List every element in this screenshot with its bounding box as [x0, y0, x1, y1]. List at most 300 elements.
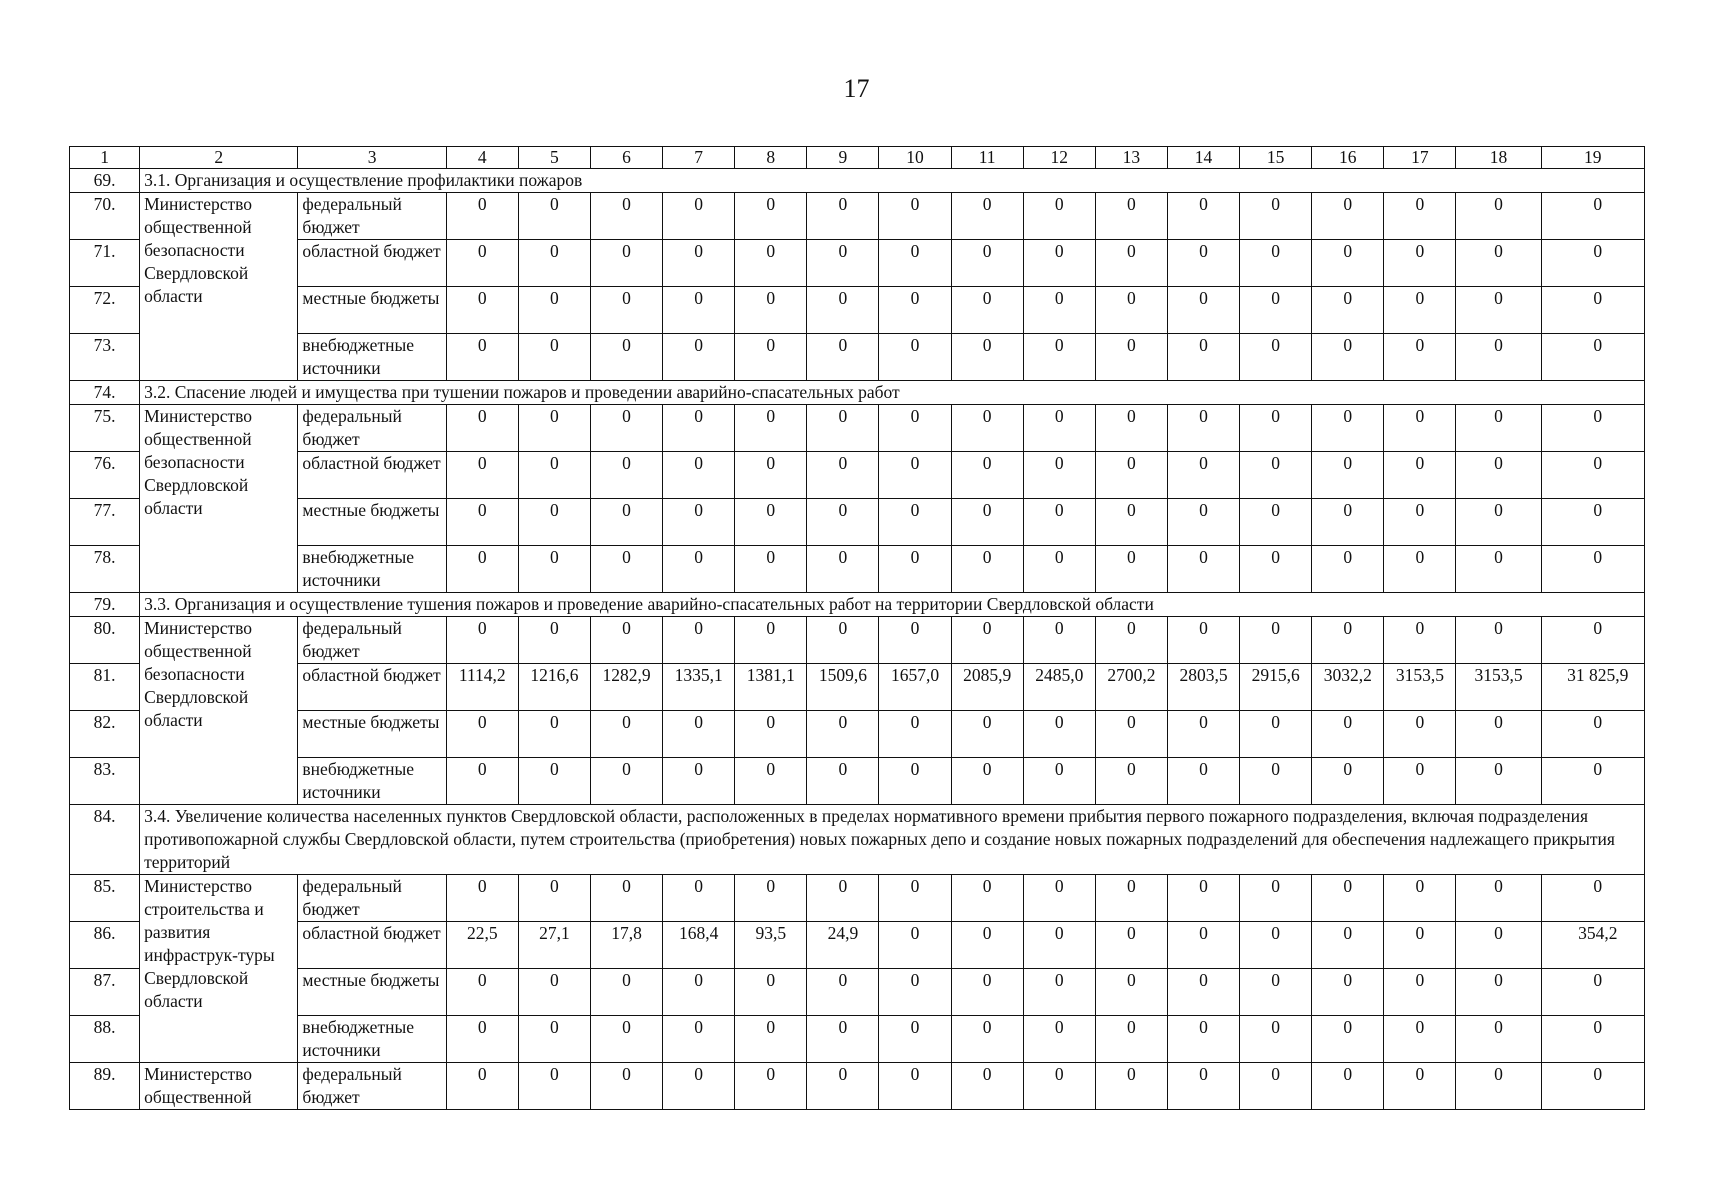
- value-cell: 0: [807, 969, 879, 1016]
- value-cell: 0: [518, 617, 590, 664]
- value-cell: 0: [807, 1063, 879, 1110]
- value-cell: 0: [1312, 1016, 1384, 1063]
- column-header: 1: [70, 147, 140, 169]
- value-cell: 0: [1167, 758, 1239, 805]
- value-cell: 0: [1240, 922, 1312, 969]
- value-cell: 3153,5: [1384, 664, 1456, 711]
- value-cell: 0: [1312, 617, 1384, 664]
- value-cell: 0: [951, 546, 1023, 593]
- value-cell: 0: [807, 334, 879, 381]
- value-cell: 1381,1: [735, 664, 807, 711]
- funding-source: местные бюджеты: [298, 499, 446, 546]
- column-header: 6: [590, 147, 662, 169]
- value-cell: 0: [1023, 334, 1095, 381]
- value-cell: 0: [1095, 546, 1167, 593]
- value-cell: 22,5: [446, 922, 518, 969]
- value-cell: 0: [1095, 617, 1167, 664]
- value-cell: 2803,5: [1167, 664, 1239, 711]
- value-cell: 0: [735, 617, 807, 664]
- value-cell: 0: [663, 287, 735, 334]
- value-cell: 0: [1095, 1063, 1167, 1110]
- value-cell: 0: [1240, 546, 1312, 593]
- value-cell: 0: [1095, 758, 1167, 805]
- value-cell: 0: [951, 405, 1023, 452]
- value-cell: 0: [951, 499, 1023, 546]
- value-cell: 0: [446, 405, 518, 452]
- value-cell: 0: [879, 1016, 951, 1063]
- column-header: 4: [446, 147, 518, 169]
- value-cell: 0: [1456, 499, 1541, 546]
- table-row: [70, 922, 1645, 969]
- value-cell: 0: [1541, 405, 1644, 452]
- value-cell: 0: [663, 452, 735, 499]
- value-cell: 0: [879, 758, 951, 805]
- funding-source: областной бюджет: [298, 240, 446, 287]
- organization-cell: Министерство общественной безопасности Свердловской области: [140, 193, 298, 381]
- value-cell: 0: [1240, 287, 1312, 334]
- row-number: 87.: [70, 969, 140, 1016]
- funding-source: областной бюджет: [298, 922, 446, 969]
- value-cell: 0: [446, 1016, 518, 1063]
- value-cell: 0: [1312, 875, 1384, 922]
- value-cell: 0: [879, 240, 951, 287]
- value-cell: 0: [1541, 969, 1644, 1016]
- value-cell: 0: [590, 499, 662, 546]
- funding-source: внебюджетные источники: [298, 1016, 446, 1063]
- value-cell: 0: [1384, 969, 1456, 1016]
- value-cell: 0: [446, 287, 518, 334]
- value-cell: 0: [663, 334, 735, 381]
- value-cell: 0: [1095, 969, 1167, 1016]
- value-cell: 0: [446, 193, 518, 240]
- page-number: 17: [843, 74, 870, 103]
- value-cell: 0: [590, 1063, 662, 1110]
- value-cell: 0: [807, 405, 879, 452]
- value-cell: 0: [1167, 452, 1239, 499]
- value-cell: 0: [518, 405, 590, 452]
- value-cell: 0: [1095, 287, 1167, 334]
- value-cell: 0: [879, 287, 951, 334]
- value-cell: 0: [1023, 875, 1095, 922]
- value-cell: 0: [807, 758, 879, 805]
- value-cell: 0: [1312, 452, 1384, 499]
- value-cell: 0: [518, 1016, 590, 1063]
- value-cell: 0: [951, 617, 1023, 664]
- column-header: 3: [298, 147, 446, 169]
- funding-source: внебюджетные источники: [298, 758, 446, 805]
- value-cell: 0: [1167, 193, 1239, 240]
- value-cell: 0: [1240, 405, 1312, 452]
- value-cell: 0: [518, 875, 590, 922]
- value-cell: 0: [590, 969, 662, 1016]
- value-cell: 0: [1023, 922, 1095, 969]
- value-cell: 0: [807, 499, 879, 546]
- value-cell: 0: [1312, 969, 1384, 1016]
- value-cell: 0: [663, 758, 735, 805]
- value-cell: 0: [1023, 711, 1095, 758]
- value-cell: 0: [1384, 287, 1456, 334]
- organization-cell: Министерство общественной: [140, 1063, 298, 1110]
- value-cell: 0: [1384, 1063, 1456, 1110]
- table-row: [70, 499, 1645, 546]
- row-number: 75.: [70, 405, 140, 452]
- value-cell: 0: [879, 969, 951, 1016]
- value-cell: 0: [807, 452, 879, 499]
- value-cell: 0: [951, 1063, 1023, 1110]
- section-title: 3.3. Организация и осуществление тушения пожаров и проведение аварийно-спасательных работ на территории Свердловской области: [140, 593, 1645, 617]
- value-cell: 0: [879, 452, 951, 499]
- value-cell: 0: [807, 240, 879, 287]
- value-cell: 0: [879, 546, 951, 593]
- section-title: 3.4. Увеличение количества населенных пунктов Свердловской области, расположенных в пределах нормативного времени прибытия первого пожарного подразделения, включая подразделения противопожарной службы Свердловской области, путем строительства (приобретения) новых пожарных депо и создание новых пожарных подразделений для обеспечения надлежащего прикрытия территорий: [140, 805, 1645, 875]
- value-cell: 0: [1384, 922, 1456, 969]
- value-cell: 0: [735, 499, 807, 546]
- value-cell: 0: [1240, 452, 1312, 499]
- value-cell: 0: [1023, 758, 1095, 805]
- row-number: 83.: [70, 758, 140, 805]
- table-row: [70, 969, 1645, 1016]
- column-header: 19: [1541, 147, 1644, 169]
- value-cell: 0: [1384, 334, 1456, 381]
- value-cell: 0: [1095, 499, 1167, 546]
- value-cell: 0: [1312, 546, 1384, 593]
- row-number: 82.: [70, 711, 140, 758]
- value-cell: 0: [951, 334, 1023, 381]
- column-header: 8: [735, 147, 807, 169]
- column-header: 14: [1167, 147, 1239, 169]
- funding-source: областной бюджет: [298, 664, 446, 711]
- value-cell: 0: [735, 193, 807, 240]
- value-cell: 0: [1023, 452, 1095, 499]
- row-number: 84.: [70, 805, 140, 875]
- value-cell: 3032,2: [1312, 664, 1384, 711]
- value-cell: 0: [1167, 922, 1239, 969]
- value-cell: 0: [1456, 1016, 1541, 1063]
- value-cell: 0: [1541, 1016, 1644, 1063]
- value-cell: 0: [1095, 334, 1167, 381]
- value-cell: 0: [1456, 334, 1541, 381]
- value-cell: 0: [1240, 240, 1312, 287]
- value-cell: 0: [879, 1063, 951, 1110]
- value-cell: 0: [1456, 969, 1541, 1016]
- value-cell: 0: [590, 1016, 662, 1063]
- value-cell: 0: [1167, 1016, 1239, 1063]
- value-cell: 0: [735, 758, 807, 805]
- column-header: 12: [1023, 147, 1095, 169]
- value-cell: 0: [1095, 452, 1167, 499]
- organization-cell: Министерство строительства и развития инфраструк-туры Свердловской области: [140, 875, 298, 1063]
- value-cell: 0: [1541, 287, 1644, 334]
- funding-source: местные бюджеты: [298, 711, 446, 758]
- table-row: [70, 287, 1645, 334]
- value-cell: 0: [879, 617, 951, 664]
- row-number: 79.: [70, 593, 140, 617]
- value-cell: 0: [1541, 499, 1644, 546]
- column-header: 5: [518, 147, 590, 169]
- value-cell: 0: [1240, 499, 1312, 546]
- value-cell: 0: [1312, 334, 1384, 381]
- value-cell: 354,2: [1541, 922, 1644, 969]
- value-cell: 0: [1384, 193, 1456, 240]
- value-cell: 0: [1384, 499, 1456, 546]
- value-cell: 0: [1312, 711, 1384, 758]
- section-row: [70, 593, 1645, 617]
- value-cell: 0: [1167, 405, 1239, 452]
- value-cell: 0: [663, 405, 735, 452]
- value-cell: 0: [663, 499, 735, 546]
- column-header: 13: [1095, 147, 1167, 169]
- value-cell: 0: [1023, 617, 1095, 664]
- value-cell: 0: [1167, 240, 1239, 287]
- value-cell: 2915,6: [1240, 664, 1312, 711]
- value-cell: 0: [1456, 287, 1541, 334]
- value-cell: 0: [1023, 193, 1095, 240]
- value-cell: 0: [735, 875, 807, 922]
- value-cell: 0: [663, 1063, 735, 1110]
- funding-source: федеральный бюджет: [298, 405, 446, 452]
- value-cell: 24,9: [807, 922, 879, 969]
- table-row: [70, 664, 1645, 711]
- value-cell: 0: [951, 969, 1023, 1016]
- row-number: 70.: [70, 193, 140, 240]
- value-cell: 0: [1240, 617, 1312, 664]
- value-cell: 0: [1095, 711, 1167, 758]
- funding-source: федеральный бюджет: [298, 193, 446, 240]
- table-row: [70, 875, 1645, 922]
- value-cell: 0: [735, 334, 807, 381]
- funding-source: внебюджетные источники: [298, 546, 446, 593]
- value-cell: 0: [1456, 617, 1541, 664]
- row-number: 71.: [70, 240, 140, 287]
- table-row: [70, 334, 1645, 381]
- column-header: 17: [1384, 147, 1456, 169]
- value-cell: 0: [590, 240, 662, 287]
- column-header: 7: [663, 147, 735, 169]
- value-cell: 2700,2: [1095, 664, 1167, 711]
- section-row: [70, 169, 1645, 193]
- value-cell: 0: [1384, 405, 1456, 452]
- value-cell: 1282,9: [590, 664, 662, 711]
- table-row: [70, 711, 1645, 758]
- value-cell: 0: [1384, 758, 1456, 805]
- row-number: 80.: [70, 617, 140, 664]
- value-cell: 0: [446, 334, 518, 381]
- value-cell: 0: [518, 193, 590, 240]
- value-cell: 0: [518, 758, 590, 805]
- value-cell: 0: [663, 969, 735, 1016]
- value-cell: 0: [1384, 240, 1456, 287]
- value-cell: 0: [1167, 334, 1239, 381]
- value-cell: 0: [663, 193, 735, 240]
- value-cell: 1335,1: [663, 664, 735, 711]
- value-cell: 0: [1023, 499, 1095, 546]
- value-cell: 0: [951, 240, 1023, 287]
- value-cell: 0: [1312, 193, 1384, 240]
- funding-source: областной бюджет: [298, 452, 446, 499]
- row-number: 74.: [70, 381, 140, 405]
- value-cell: 0: [663, 240, 735, 287]
- value-cell: 1657,0: [879, 664, 951, 711]
- row-number: 77.: [70, 499, 140, 546]
- value-cell: 0: [590, 287, 662, 334]
- value-cell: 0: [1240, 711, 1312, 758]
- value-cell: 0: [446, 758, 518, 805]
- table-row: [70, 1016, 1645, 1063]
- value-cell: 0: [1023, 405, 1095, 452]
- value-cell: 0: [663, 875, 735, 922]
- value-cell: 0: [663, 711, 735, 758]
- value-cell: 0: [879, 499, 951, 546]
- value-cell: 0: [1312, 287, 1384, 334]
- row-number: 76.: [70, 452, 140, 499]
- value-cell: 0: [590, 875, 662, 922]
- value-cell: 0: [446, 499, 518, 546]
- value-cell: 0: [590, 405, 662, 452]
- value-cell: 0: [951, 922, 1023, 969]
- row-number: 85.: [70, 875, 140, 922]
- value-cell: 17,8: [590, 922, 662, 969]
- value-cell: 0: [735, 711, 807, 758]
- section-row: [70, 805, 1645, 875]
- table-row: [70, 193, 1645, 240]
- value-cell: 1114,2: [446, 664, 518, 711]
- value-cell: 0: [1541, 546, 1644, 593]
- section-title: 3.2. Спасение людей и имущества при тушении пожаров и проведении аварийно-спасательных работ: [140, 381, 1645, 405]
- value-cell: 0: [1240, 193, 1312, 240]
- value-cell: 0: [879, 405, 951, 452]
- column-header: 11: [951, 147, 1023, 169]
- value-cell: 0: [518, 287, 590, 334]
- value-cell: 0: [1312, 922, 1384, 969]
- value-cell: 0: [1541, 711, 1644, 758]
- funding-source: местные бюджеты: [298, 287, 446, 334]
- value-cell: 0: [1240, 969, 1312, 1016]
- value-cell: 0: [518, 240, 590, 287]
- value-cell: 0: [590, 758, 662, 805]
- value-cell: 0: [735, 1063, 807, 1110]
- table-row: [70, 758, 1645, 805]
- value-cell: 0: [1023, 1063, 1095, 1110]
- value-cell: 0: [1240, 758, 1312, 805]
- organization-cell: Министерство общественной безопасности Свердловской области: [140, 617, 298, 805]
- value-cell: 0: [446, 1063, 518, 1110]
- value-cell: 0: [446, 452, 518, 499]
- value-cell: 0: [1167, 546, 1239, 593]
- value-cell: 0: [1541, 452, 1644, 499]
- column-header-row: [70, 147, 1645, 169]
- value-cell: 0: [807, 875, 879, 922]
- value-cell: 0: [1023, 1016, 1095, 1063]
- value-cell: 0: [518, 334, 590, 381]
- value-cell: 0: [446, 617, 518, 664]
- value-cell: 0: [1456, 758, 1541, 805]
- value-cell: 0: [1312, 1063, 1384, 1110]
- value-cell: 0: [1456, 711, 1541, 758]
- value-cell: 0: [1167, 287, 1239, 334]
- value-cell: 0: [1240, 875, 1312, 922]
- value-cell: 0: [518, 1063, 590, 1110]
- value-cell: 0: [807, 617, 879, 664]
- organization-cell: Министерство общественной безопасности Свердловской области: [140, 405, 298, 593]
- value-cell: 0: [1384, 546, 1456, 593]
- value-cell: 0: [1456, 1063, 1541, 1110]
- value-cell: 0: [1541, 193, 1644, 240]
- value-cell: 0: [1541, 1063, 1644, 1110]
- table-row: [70, 452, 1645, 499]
- value-cell: 0: [1456, 546, 1541, 593]
- value-cell: 0: [951, 1016, 1023, 1063]
- value-cell: 0: [951, 758, 1023, 805]
- value-cell: 0: [1167, 875, 1239, 922]
- value-cell: 93,5: [735, 922, 807, 969]
- table-row: [70, 240, 1645, 287]
- value-cell: 0: [735, 546, 807, 593]
- value-cell: 0: [1456, 452, 1541, 499]
- row-number: 88.: [70, 1016, 140, 1063]
- row-number: 78.: [70, 546, 140, 593]
- value-cell: 0: [951, 452, 1023, 499]
- value-cell: 0: [1384, 1016, 1456, 1063]
- value-cell: 0: [1240, 334, 1312, 381]
- row-number: 86.: [70, 922, 140, 969]
- value-cell: 0: [1541, 240, 1644, 287]
- funding-source: местные бюджеты: [298, 969, 446, 1016]
- table-row: [70, 405, 1645, 452]
- table-row: [70, 617, 1645, 664]
- value-cell: 0: [663, 617, 735, 664]
- value-cell: 0: [1541, 875, 1644, 922]
- value-cell: 0: [951, 711, 1023, 758]
- value-cell: 0: [518, 969, 590, 1016]
- value-cell: 0: [1095, 875, 1167, 922]
- value-cell: 1216,6: [518, 664, 590, 711]
- value-cell: 0: [1023, 969, 1095, 1016]
- value-cell: 0: [590, 193, 662, 240]
- value-cell: 0: [1456, 922, 1541, 969]
- value-cell: 0: [1095, 240, 1167, 287]
- value-cell: 0: [735, 969, 807, 1016]
- value-cell: 0: [1167, 711, 1239, 758]
- table-row: [70, 546, 1645, 593]
- value-cell: 0: [951, 193, 1023, 240]
- value-cell: 0: [951, 287, 1023, 334]
- value-cell: 0: [446, 875, 518, 922]
- value-cell: 0: [518, 546, 590, 593]
- value-cell: 0: [663, 1016, 735, 1063]
- value-cell: 0: [590, 617, 662, 664]
- value-cell: 0: [735, 405, 807, 452]
- value-cell: 0: [735, 452, 807, 499]
- value-cell: 0: [879, 922, 951, 969]
- funding-source: внебюджетные источники: [298, 334, 446, 381]
- value-cell: 0: [1095, 193, 1167, 240]
- row-number: 73.: [70, 334, 140, 381]
- funding-source: федеральный бюджет: [298, 875, 446, 922]
- value-cell: 0: [735, 240, 807, 287]
- value-cell: 0: [735, 1016, 807, 1063]
- value-cell: 0: [1541, 758, 1644, 805]
- section-row: [70, 381, 1645, 405]
- value-cell: 0: [1240, 1016, 1312, 1063]
- value-cell: 27,1: [518, 922, 590, 969]
- value-cell: 0: [1384, 875, 1456, 922]
- value-cell: 0: [951, 875, 1023, 922]
- value-cell: 0: [879, 334, 951, 381]
- value-cell: 0: [1456, 193, 1541, 240]
- value-cell: 0: [1167, 617, 1239, 664]
- value-cell: 0: [1023, 287, 1095, 334]
- table-body: [70, 169, 1645, 1110]
